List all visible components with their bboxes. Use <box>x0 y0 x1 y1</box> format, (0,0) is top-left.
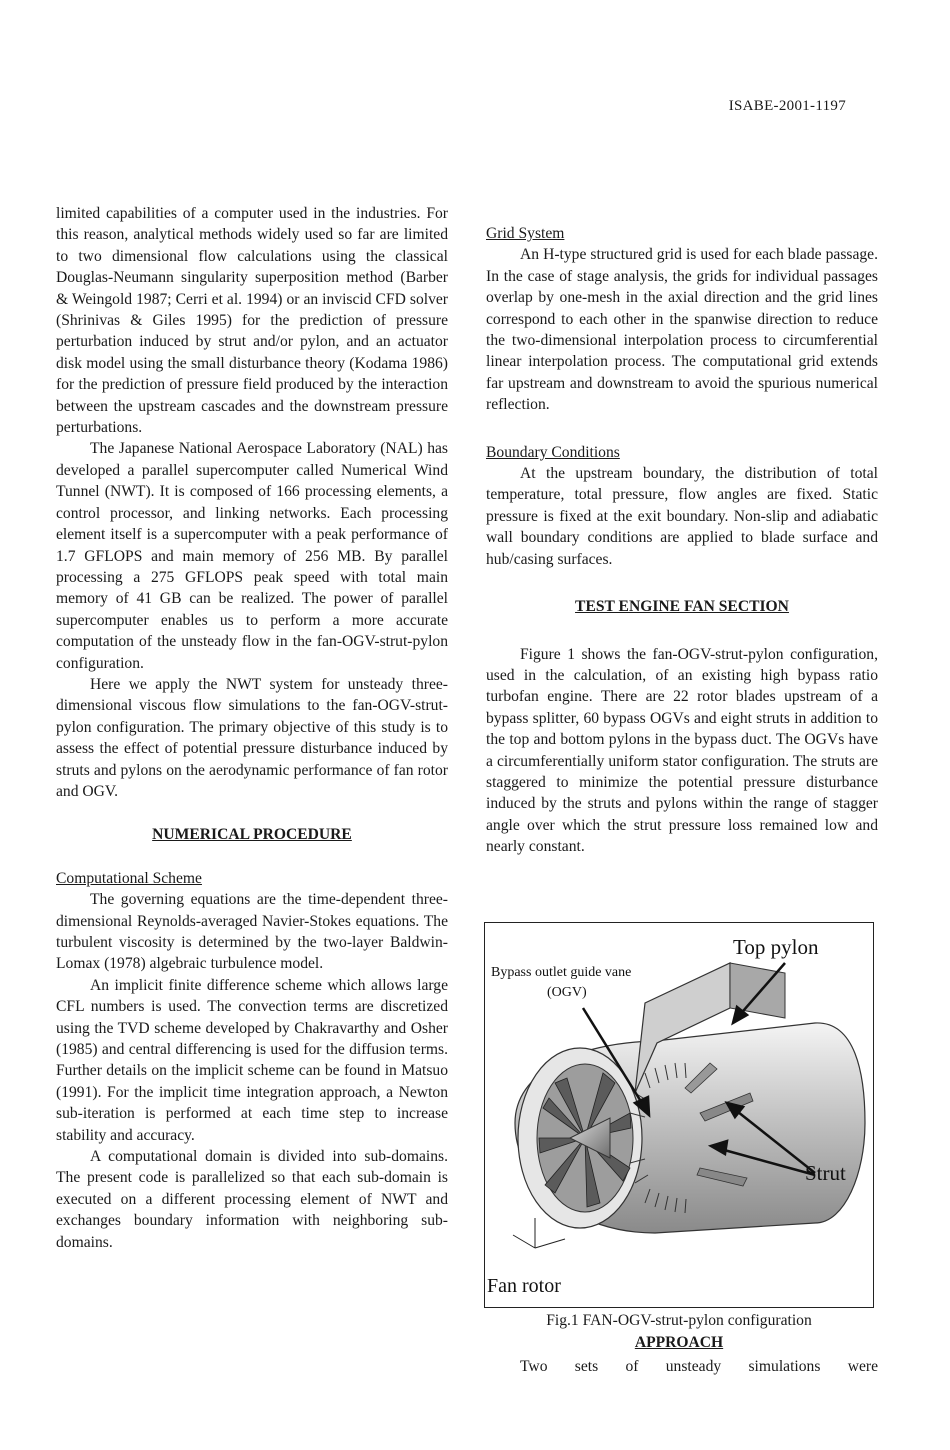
page-header: ISABE-2001-1197 <box>728 98 846 114</box>
paragraph: The governing equations are the time-dependent three-dimensional Reynolds-averaged Navier-Stokes equations. The turbulent viscosity is determined by the two-layer Baldwin-Lomax (1978) algebraic turbulence model. <box>56 891 448 973</box>
subsection-heading-grid: Grid System <box>486 225 565 242</box>
paragraph: Here we apply the NWT system for unsteady three-dimensional viscous flow simulations to the fan-OGV-strut-pylon configuration. The primary objective of this study is to assess the effect of potential pressure disturbance induced by struts and pylons on the aerodynamic performance of fan rotor and OGV. <box>56 675 448 800</box>
figure-caption: Fig.1 FAN-OGV-strut-pylon configuration <box>546 1312 812 1329</box>
paragraph: Figure 1 shows the fan-OGV-strut-pylon configuration, used in the calculation, of an existing high bypass ratio turbofan engine. There are 22 rotor blades upstream of a bypass splitter, 60 bypass OGVs and eight struts in addition to the top and bottom pylons in the bypass duct. The OGVs have a circumferentially uniform stator configuration. The struts are staggered to minimize the potential pressure disturbance induced by the struts and pylons within the range of stagger angle over which the strut pressure loss remained low and nearly constant. <box>486 645 878 856</box>
figure-label-ogv-abbrev: (OGV) <box>547 985 587 1000</box>
paragraph: An H-type structured grid is used for each blade passage. In the case of stage analysis, the grids for individual passages overlap by one-mesh in the axial direction and the grid lines correspond to each other in the spanwise direction to reduce the two-dimensional interpolation process to circumferential linear interpolation process. The computational grid extends far upstream and downstream to avoid the spurious numerical reflection. <box>486 246 878 414</box>
figure-engine-configuration <box>484 922 874 1308</box>
paragraph: limited capabilities of a computer used in the industries. For this reason, analytical methods widely used so far are limited to two dimensional flow calculations using the classical Douglas-Neumann singularity superposition method (Barber & Weingold 1987; Cerri et al. 1994) or an inviscid CFD solver (Shrinivas & Giles 1995) for the prediction of pressure perturbation induced by strut and/or pylon, and an actuator disk model using the small disturbance theory (Kodama 1986) for the prediction of pressure field produced by the interaction between the upstream cascades and the downstream pressure perturbations. <box>56 205 448 437</box>
figure-label-fan-rotor: Fan rotor <box>487 1275 561 1297</box>
section-heading-approach: APPROACH <box>634 1334 724 1351</box>
paragraph: An implicit finite difference scheme which allows large CFL numbers is used. The convection terms are discretized using the TVD scheme developed by Chakravarthy and Osher (1985) and central differencing is used for the diffusion terms. Further details on the implicit scheme can be found in Matsuo (1991). For the implicit time integration approach, a Newton sub-iteration is performed at each time step to increase stability and accuracy. <box>56 976 448 1144</box>
figure-label-strut: Strut <box>805 1161 846 1185</box>
figure-label-top-pylon: Top pylon <box>733 935 819 959</box>
paragraph: A computational domain is divided into sub-domains. The present code is parallelized so that each sub-domain is executed on a different processing element of NWT and exchanges boundary information with neighboring sub-domains. <box>56 1148 448 1251</box>
subsection-heading-computational: Computational Scheme <box>56 869 202 887</box>
paragraph-partial: Two sets of unsteady simulations were <box>520 1358 878 1375</box>
section-heading-test-engine: TEST ENGINE FAN SECTION <box>575 598 789 616</box>
paragraph: The Japanese National Aerospace Laboratory (NAL) has developed a parallel supercomputer called Numerical Wind Tunnel (NWT). It is composed of 166 processing elements, a control processor, and linking networks. Each processing element itself is a supercomputer with a peak performance of 1.7 GFLOPS and main memory of 256 MB. By parallel processing a 275 GFLOPS peak speed with total main memory of 41 GB can be realized. The power of parallel supercomputer enables us to perform a more accurate computation of the unsteady flow in the fan-OGV-strut-pylon configuration. <box>56 440 448 672</box>
paragraph: At the upstream boundary, the distribution of total temperature, total pressure, flow angles are fixed. Static pressure is fixed at the exit boundary. Non-slip and adiabatic wall boundary conditions are applied to blade surface and hub/casing surfaces. <box>486 465 878 568</box>
right-column <box>486 223 878 858</box>
left-column <box>56 203 448 1253</box>
section-heading-numerical: NUMERICAL PROCEDURE <box>152 826 352 844</box>
subsection-heading-boundary: Boundary Conditions <box>486 443 620 461</box>
figure-label-ogv: Bypass outlet guide vane <box>491 965 632 980</box>
